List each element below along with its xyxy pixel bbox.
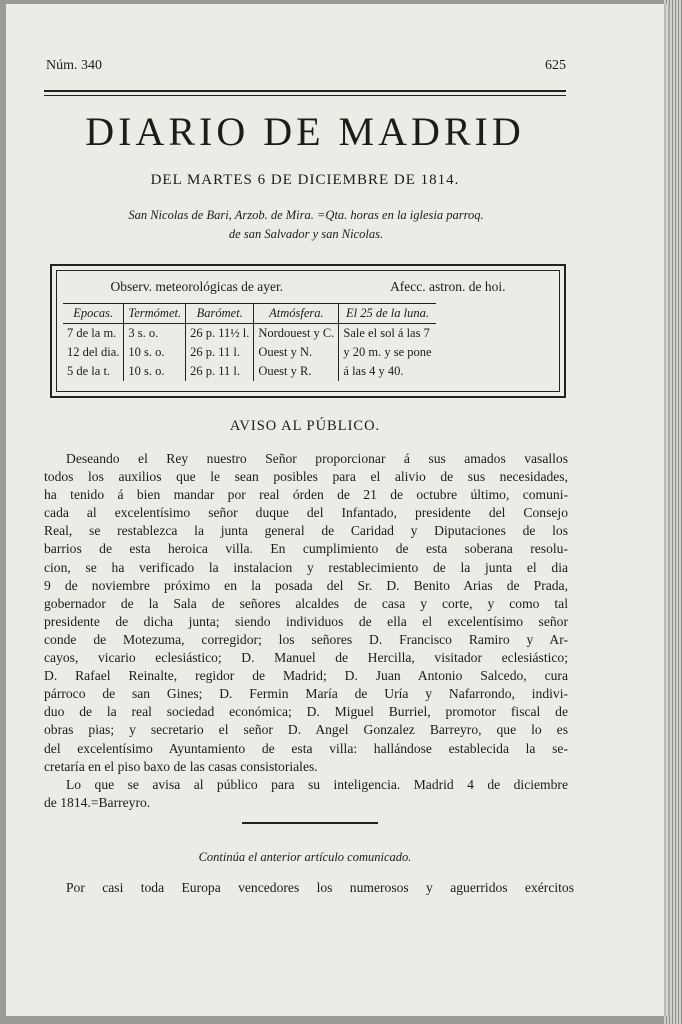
weather-row [63,362,436,381]
notice-line: Deseando el Rey nuestro Señor proporcionar á sus amados vasallos [66,451,568,466]
notice-body [44,450,568,812]
notice-line: cada al excelentísimo señor duque del Infantado, presidente del Consejo [44,505,568,521]
cell: 26 p. 11 l. [186,343,254,362]
cell: 10 s. o. [124,362,186,381]
notice-line: cretaría en el piso baxo de las casas consistoriales. [44,758,318,774]
saint-line-2: de san Salvador y san Nicolas. [228,227,384,241]
newspaper-page [6,4,664,1016]
saint-of-day [56,206,556,244]
col-termometro: Termómet. [124,304,186,324]
weather-title: Observ. meteorológicas de ayer. [110,279,284,294]
masthead-title: DIARIO DE MADRID [85,109,525,154]
notice-line: cion, se ha verificado la instalacion y restablecimiento de la junta el dia [44,559,568,575]
notice-line: de 1814.=Barreyro. [44,794,151,810]
header-rule-top [44,90,566,92]
cell: y 20 m. y se pone [343,345,432,359]
notice-line: del excelentísimo Ayuntamiento de esta villa: hallándose establecida la se- [44,740,568,756]
weather-box [50,264,566,398]
issue-number: Núm. 340 [46,58,102,73]
notice-line: barrios de esta heroica villa. En cumplimiento de esta soberana resolu- [44,541,568,557]
page-header [46,58,566,74]
cell: Ouest y R. [254,362,339,381]
cell: Ouest y N. [254,343,339,362]
col-barometro: Barómet. [186,304,254,324]
notice-line: D. Rafael Reinalte, regidor de Madrid; D. Juan Antonio Salcedo, cura [44,668,568,684]
article-first-line: Por casi toda Europa vencedores los numerosos y aguerridos exércitos [66,880,574,895]
weather-header-row [63,304,436,324]
weather-row [63,324,436,344]
cell: 5 de la t. [63,362,124,381]
notice-line: conde de Motezuma, corregidor; los señores D. Francisco Ramiro y Ar- [44,631,568,647]
col-epocas: Epocas. [63,304,124,324]
notice-line: 9 de noviembre próximo en la posada del Sr. D. Benito Arias de Prada, [44,577,568,593]
cell: 12 del dia. [63,343,124,362]
cell: 7 de la m. [63,324,124,344]
header-rule-bottom [44,95,566,96]
issue-date: DEL MARTES 6 DE DICIEMBRE DE 1814. [150,172,460,188]
notice-line: obras pias; y secretario el señor D. Angel Gonzalez Barreyro, que lo es [44,722,568,738]
continued-article-heading: Continúa el anterior artículo comunicado. [198,850,412,864]
cell: 26 p. 11½ l. [186,324,254,344]
notice-line: duo de la real sociedad económica; D. Miguel Burriel, promotor fiscal de [44,704,568,720]
notice-line: párroco de san Gines; D. Fermin María de Uría y Nafarrondo, indivi- [44,686,568,702]
astro-title: Afecc. astron. de hoi. [390,279,506,294]
weather-row [63,343,436,362]
notice-line: todos los auxilios que le sean posibles para el alivio de sus necesidades, [44,469,568,485]
col-luna: El 25 de la luna. [339,304,436,324]
weather-titles [57,279,559,295]
notice-line: Real, se restablezca la junta general de Caridad y Diputaciones de los [44,523,568,539]
cell: 10 s. o. [124,343,186,362]
section-separator [242,822,378,824]
weather-table [63,303,436,381]
cell: 3 s. o. [124,324,186,344]
col-atmosfera: Atmósfera. [254,304,339,324]
saint-line-1: San Nicolas de Bari, Arzob. de Mira. =Qta. horas en la iglesia parroq. [128,208,484,222]
notice-line: cayos, vicario eclesiástico; D. Manuel de Hercilla, visitador eclesiástico; [44,650,568,666]
notice-line: Lo que se avisa al público para su inteligencia. Madrid 4 de diciembre [66,776,568,792]
notice-line: gobernador de la Sala de señores alcaldes de casa y corte, y como tal [44,595,568,611]
notice-line: presidente de dicha junta; siendo individuos de ella el excelentísimo señor [44,613,568,629]
notice-title: AVISO AL PÚBLICO. [229,418,381,434]
cell: á las 4 y 40. [343,364,404,378]
notice-line: ha tenido á bien mandar por real órden de 21 de octubre último, comuni- [44,487,568,503]
cell: Sale el sol á las 7 [343,326,430,340]
page-edge [664,0,682,1024]
page-number: 625 [545,58,566,73]
weather-inner-border [56,270,560,392]
cell: Nordouest y C. [254,324,339,344]
cell: 26 p. 11 l. [186,362,254,381]
